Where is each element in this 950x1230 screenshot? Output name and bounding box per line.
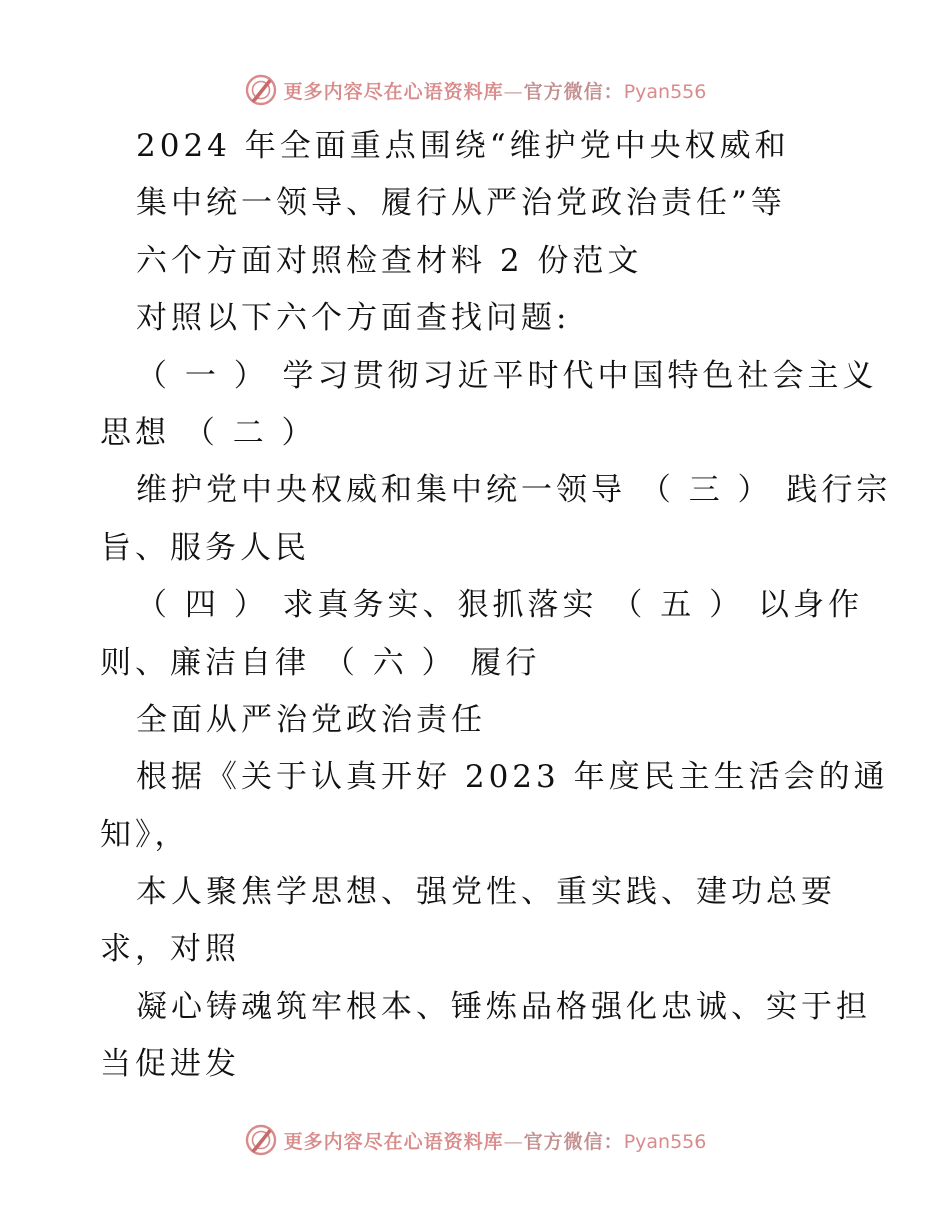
paragraph-line: （ 四 ） 求真务实、狠抓落实 （ 五 ） 以身作 (136, 587, 863, 624)
watermark-official: 官方微信： (523, 1130, 624, 1153)
watermark-official: 官方微信： (523, 80, 624, 103)
quill-logo-icon (244, 1123, 278, 1157)
paragraph-line: 2024 年全面重点围绕“维护党中央权威和 (136, 128, 790, 164)
paragraph-line: （ 一 ） 学习贯彻习近平时代中国特色社会主义 (136, 357, 878, 394)
paragraph-line: 集中统一领导、履行从严治党政治责任”等 (136, 185, 786, 222)
paragraph-line: 维护党中央权威和集中统一领导 （ 三 ） 践行宗 (136, 472, 892, 509)
quill-logo-icon (244, 73, 278, 107)
watermark-separator: — (503, 1130, 524, 1153)
paragraph-line: 则、廉洁自律 （ 六 ） 履行 (100, 644, 541, 681)
watermark-main: 更多内容尽在心语资料库 (283, 80, 504, 103)
watermark-text (284, 1127, 707, 1154)
watermark-handle: Pyan556 (623, 80, 707, 103)
paragraph-line: 六个方面对照检查材料 2 份范文 (136, 242, 643, 279)
paragraph-line: 对照以下六个方面查找问题: (136, 300, 571, 337)
footer-watermark (0, 1120, 950, 1160)
paragraph-line: 本人聚焦学思想、强党性、重实践、建功总要 (136, 874, 836, 911)
paragraph-line: 全面从严治党政治责任 (136, 701, 486, 738)
header-watermark (0, 70, 950, 110)
document-body (100, 118, 892, 1094)
paragraph-line: 凝心铸魂筑牢根本、锤炼品格强化忠诚、实于担 (136, 988, 871, 1025)
paragraph-line: 思想 （ 二 ） (100, 414, 317, 451)
watermark-main: 更多内容尽在心语资料库 (283, 1130, 504, 1153)
paragraph-line: 当促进发 (100, 1046, 240, 1083)
watermark-text (284, 77, 707, 104)
paragraph-line: 根据《关于认真开好 2023 年度民主生活会的通 (136, 759, 889, 796)
paragraph-line: 旨、服务人民 (100, 529, 310, 566)
watermark-separator: — (503, 80, 524, 103)
paragraph-line: 求，对照 (100, 931, 240, 968)
paragraph-line: 知》， (100, 816, 190, 853)
watermark-handle: Pyan556 (623, 1130, 707, 1153)
